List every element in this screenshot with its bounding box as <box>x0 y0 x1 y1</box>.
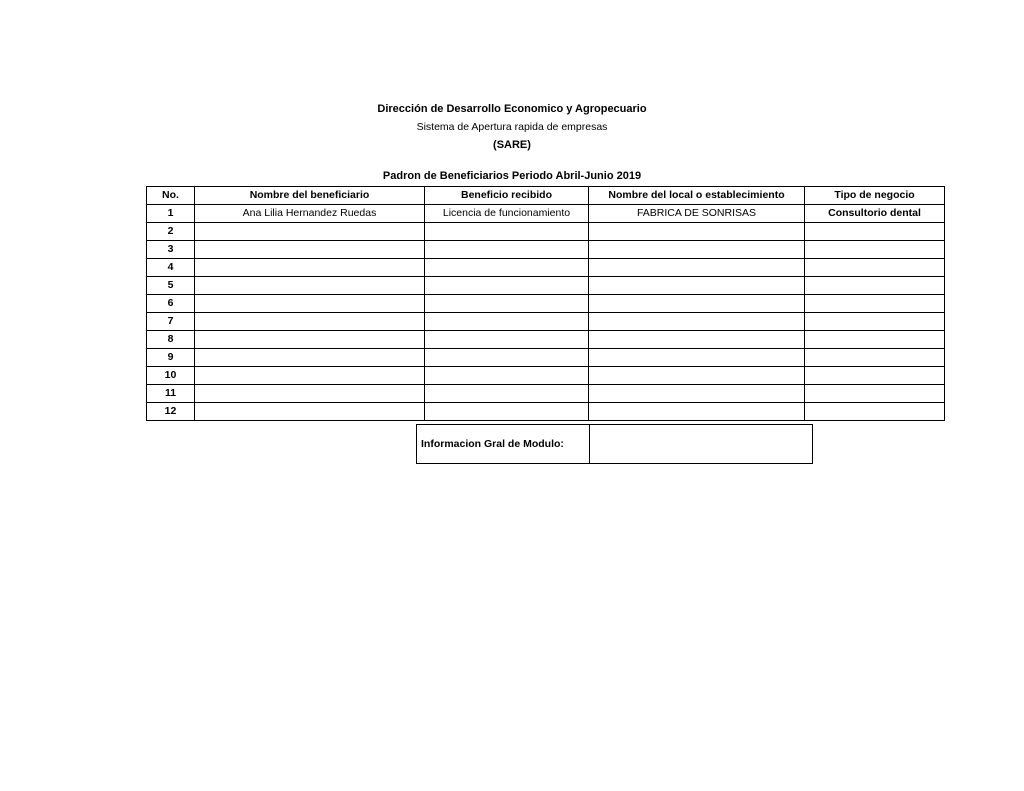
page-title: Padron de Beneficiarios Periodo Abril-Junio 2019 <box>382 170 642 182</box>
cell-nombre[interactable] <box>195 241 425 259</box>
header-acronym: (SARE) <box>493 139 531 151</box>
cell-tipo[interactable] <box>805 313 945 331</box>
cell-nombre[interactable] <box>195 313 425 331</box>
cell-nombre[interactable] <box>195 385 425 403</box>
cell-tipo[interactable] <box>805 349 945 367</box>
cell-beneficio[interactable] <box>425 313 589 331</box>
column-header-nombre: Nombre del beneficiario <box>195 187 425 205</box>
cell-beneficio[interactable] <box>425 331 589 349</box>
cell-tipo[interactable] <box>805 223 945 241</box>
row-number: 6 <box>147 295 195 313</box>
table-row <box>147 277 945 295</box>
row-number: 7 <box>147 313 195 331</box>
cell-nombre[interactable] <box>195 277 425 295</box>
cell-tipo[interactable] <box>805 277 945 295</box>
cell-tipo[interactable] <box>805 331 945 349</box>
cell-beneficio[interactable] <box>425 367 589 385</box>
column-header-beneficio: Beneficio recibido <box>425 187 589 205</box>
cell-nombre[interactable]: Ana Lilia Hernandez Ruedas <box>195 205 425 223</box>
module-info-label: Informacion Gral de Modulo: <box>417 425 590 464</box>
cell-local[interactable] <box>589 349 805 367</box>
cell-local[interactable] <box>589 223 805 241</box>
table-row <box>147 223 945 241</box>
cell-local[interactable] <box>589 259 805 277</box>
row-number: 4 <box>147 259 195 277</box>
document-header <box>0 100 1024 154</box>
table-row <box>147 385 945 403</box>
cell-nombre[interactable] <box>195 349 425 367</box>
cell-tipo[interactable] <box>805 367 945 385</box>
cell-nombre[interactable] <box>195 331 425 349</box>
row-number: 1 <box>147 205 195 223</box>
header-department: Dirección de Desarrollo Economico y Agropecuario <box>377 103 647 115</box>
cell-nombre[interactable] <box>195 295 425 313</box>
cell-tipo[interactable] <box>805 295 945 313</box>
column-header-local: Nombre del local o establecimiento <box>589 187 805 205</box>
cell-beneficio[interactable]: Licencia de funcionamiento <box>425 205 589 223</box>
module-info-value[interactable] <box>590 425 813 464</box>
table-row <box>147 295 945 313</box>
cell-beneficio[interactable] <box>425 241 589 259</box>
table-row <box>147 349 945 367</box>
row-number: 5 <box>147 277 195 295</box>
cell-beneficio[interactable] <box>425 385 589 403</box>
cell-nombre[interactable] <box>195 223 425 241</box>
column-header-tipo: Tipo de negocio <box>805 187 945 205</box>
beneficiaries-table <box>146 186 945 421</box>
cell-beneficio[interactable] <box>425 295 589 313</box>
cell-local[interactable] <box>589 241 805 259</box>
table-row <box>147 313 945 331</box>
cell-nombre[interactable] <box>195 259 425 277</box>
cell-tipo[interactable] <box>805 403 945 421</box>
row-number: 12 <box>147 403 195 421</box>
cell-local[interactable]: FABRICA DE SONRISAS <box>589 205 805 223</box>
table-row <box>147 205 945 223</box>
cell-beneficio[interactable] <box>425 403 589 421</box>
column-header-no: No. <box>147 187 195 205</box>
cell-nombre[interactable] <box>195 367 425 385</box>
row-number: 11 <box>147 385 195 403</box>
row-number: 2 <box>147 223 195 241</box>
cell-beneficio[interactable] <box>425 349 589 367</box>
cell-beneficio[interactable] <box>425 277 589 295</box>
table-row <box>147 403 945 421</box>
cell-tipo[interactable] <box>805 385 945 403</box>
cell-local[interactable] <box>589 367 805 385</box>
cell-tipo[interactable] <box>805 241 945 259</box>
cell-local[interactable] <box>589 331 805 349</box>
table-row <box>147 331 945 349</box>
cell-local[interactable] <box>589 313 805 331</box>
cell-beneficio[interactable] <box>425 259 589 277</box>
module-info-row <box>417 425 813 464</box>
cell-tipo[interactable]: Consultorio dental <box>805 205 945 223</box>
row-number: 10 <box>147 367 195 385</box>
row-number: 3 <box>147 241 195 259</box>
table-row <box>147 259 945 277</box>
cell-local[interactable] <box>589 385 805 403</box>
module-info-box <box>416 424 813 464</box>
cell-local[interactable] <box>589 295 805 313</box>
cell-local[interactable] <box>589 277 805 295</box>
header-system: Sistema de Apertura rapida de empresas <box>416 121 608 133</box>
cell-nombre[interactable] <box>195 403 425 421</box>
row-number: 9 <box>147 349 195 367</box>
table-row <box>147 367 945 385</box>
cell-tipo[interactable] <box>805 259 945 277</box>
table-header-row <box>147 187 945 205</box>
cell-local[interactable] <box>589 403 805 421</box>
table-row <box>147 241 945 259</box>
row-number: 8 <box>147 331 195 349</box>
cell-beneficio[interactable] <box>425 223 589 241</box>
